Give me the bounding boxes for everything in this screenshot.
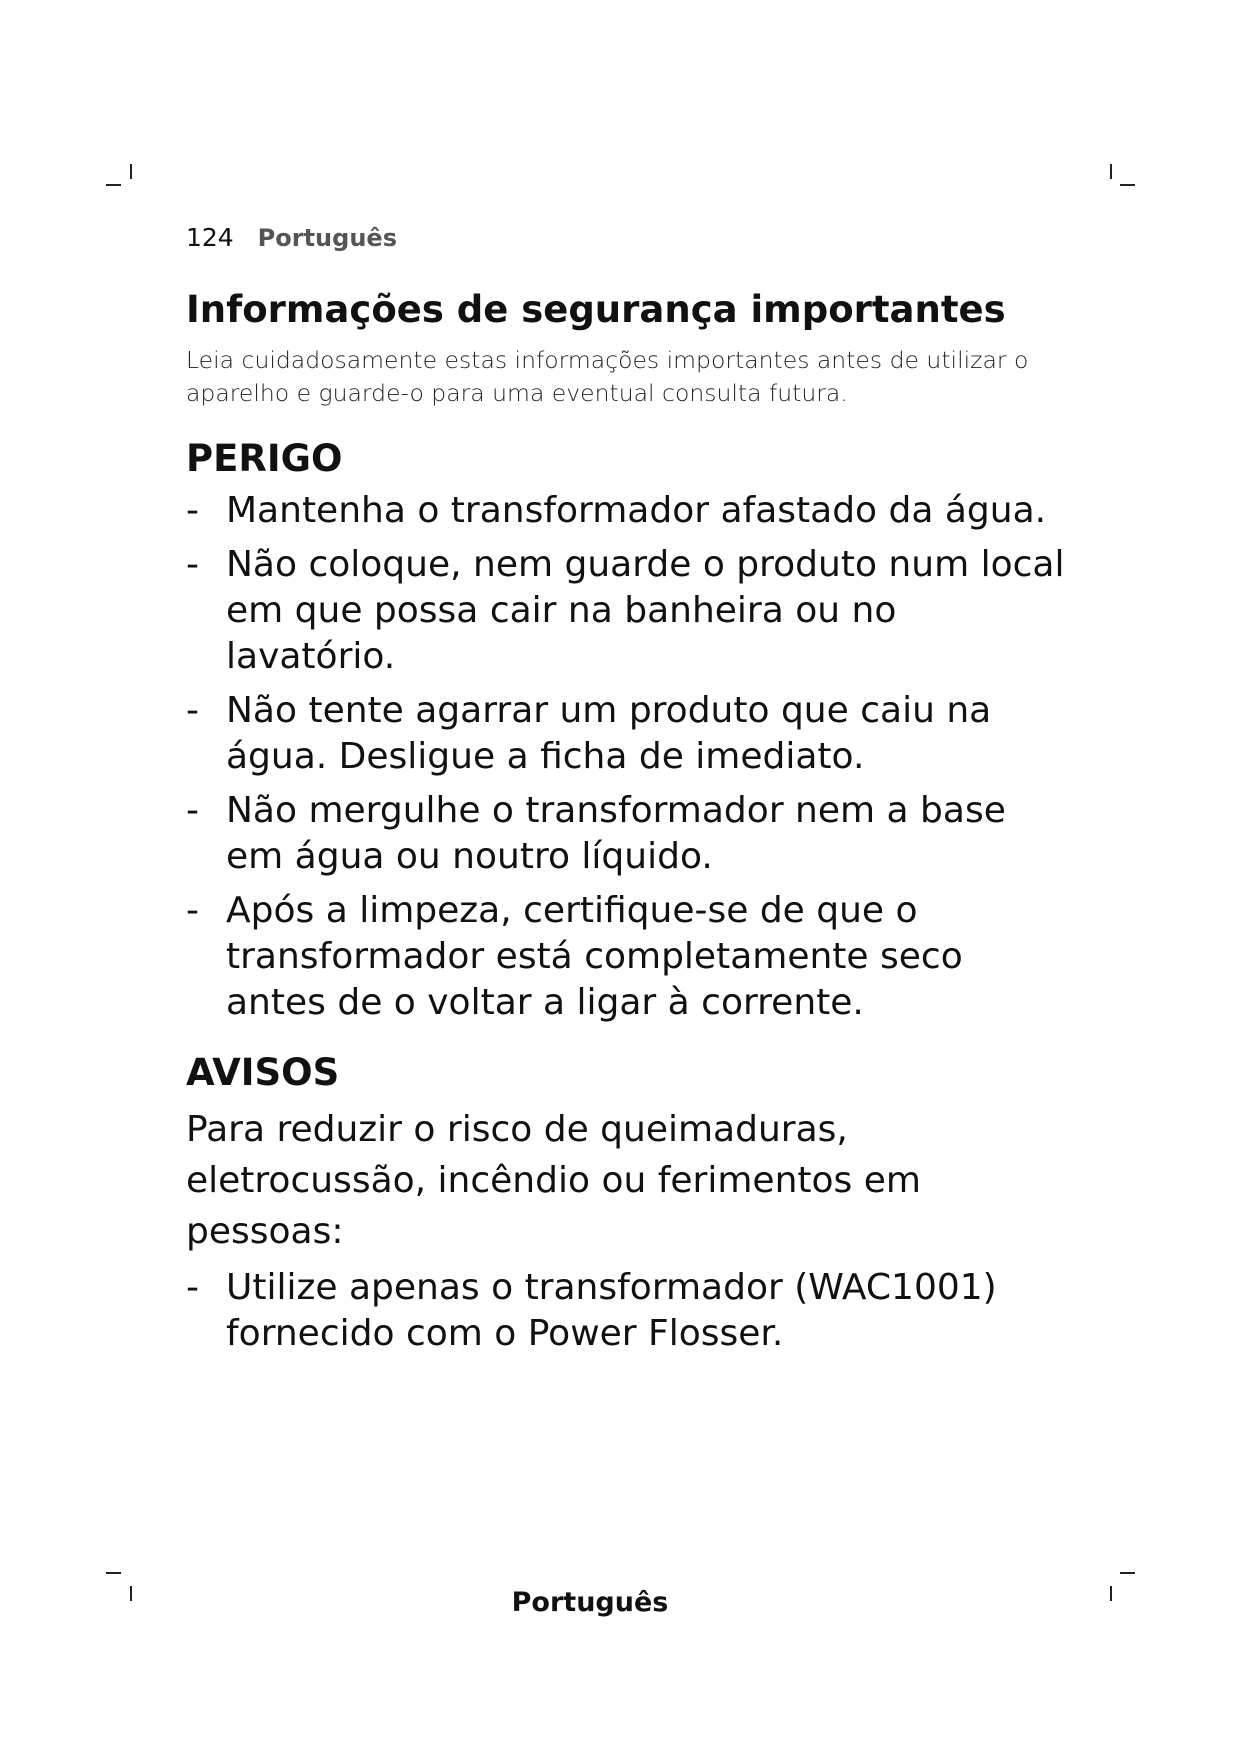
danger-item: - Não mergulhe o transformador nem a base em água ou noutro líquido.	[186, 788, 1066, 880]
danger-item: - Após a limpeza, certifique-se de que o transformador está completamente seco antes de o voltar a ligar à corrente.	[186, 888, 1066, 1026]
warnings-heading: AVISOS	[186, 1051, 340, 1094]
danger-item: - Mantenha o transformador afastado da água.	[186, 488, 1066, 534]
danger-item: - Não coloque, nem guarde o produto num local em que possa cair na banheira ou no lavatório.	[186, 542, 1066, 680]
warnings-paragraph: Para reduzir o risco de queimaduras, eletrocussão, incêndio ou ferimentos em pessoas:	[186, 1109, 921, 1252]
crop-mark-bottom-right-h	[1120, 1572, 1135, 1574]
page-header	[186, 222, 397, 254]
page-title: Informações de segurança importantes	[186, 288, 1006, 331]
crop-mark-top-left-v	[130, 164, 132, 179]
danger-item: - Não tente agarrar um produto que caiu na água. Desligue a ficha de imediato.	[186, 688, 1066, 780]
crop-mark-top-right-v	[1110, 164, 1112, 179]
page-number: 124	[186, 223, 234, 252]
crop-mark-top-right-h	[1120, 184, 1135, 186]
crop-mark-top-left-h	[106, 184, 121, 186]
header-language: Português	[257, 224, 397, 252]
page-content	[186, 282, 1066, 1365]
intro-text: Leia cuidadosamente estas informações importantes antes de utilizar o aparelho e guarde-o para uma eventual consulta futura.	[186, 346, 1029, 407]
warnings-item: - Utilize apenas o transformador (WAC1001) fornecido com o Power Flosser.	[186, 1265, 1066, 1357]
warnings-list	[186, 1265, 1066, 1357]
crop-mark-bottom-left-h	[106, 1572, 121, 1574]
danger-heading: PERIGO	[186, 437, 343, 480]
danger-list	[186, 488, 1066, 1026]
page-footer: Português	[511, 1587, 669, 1618]
